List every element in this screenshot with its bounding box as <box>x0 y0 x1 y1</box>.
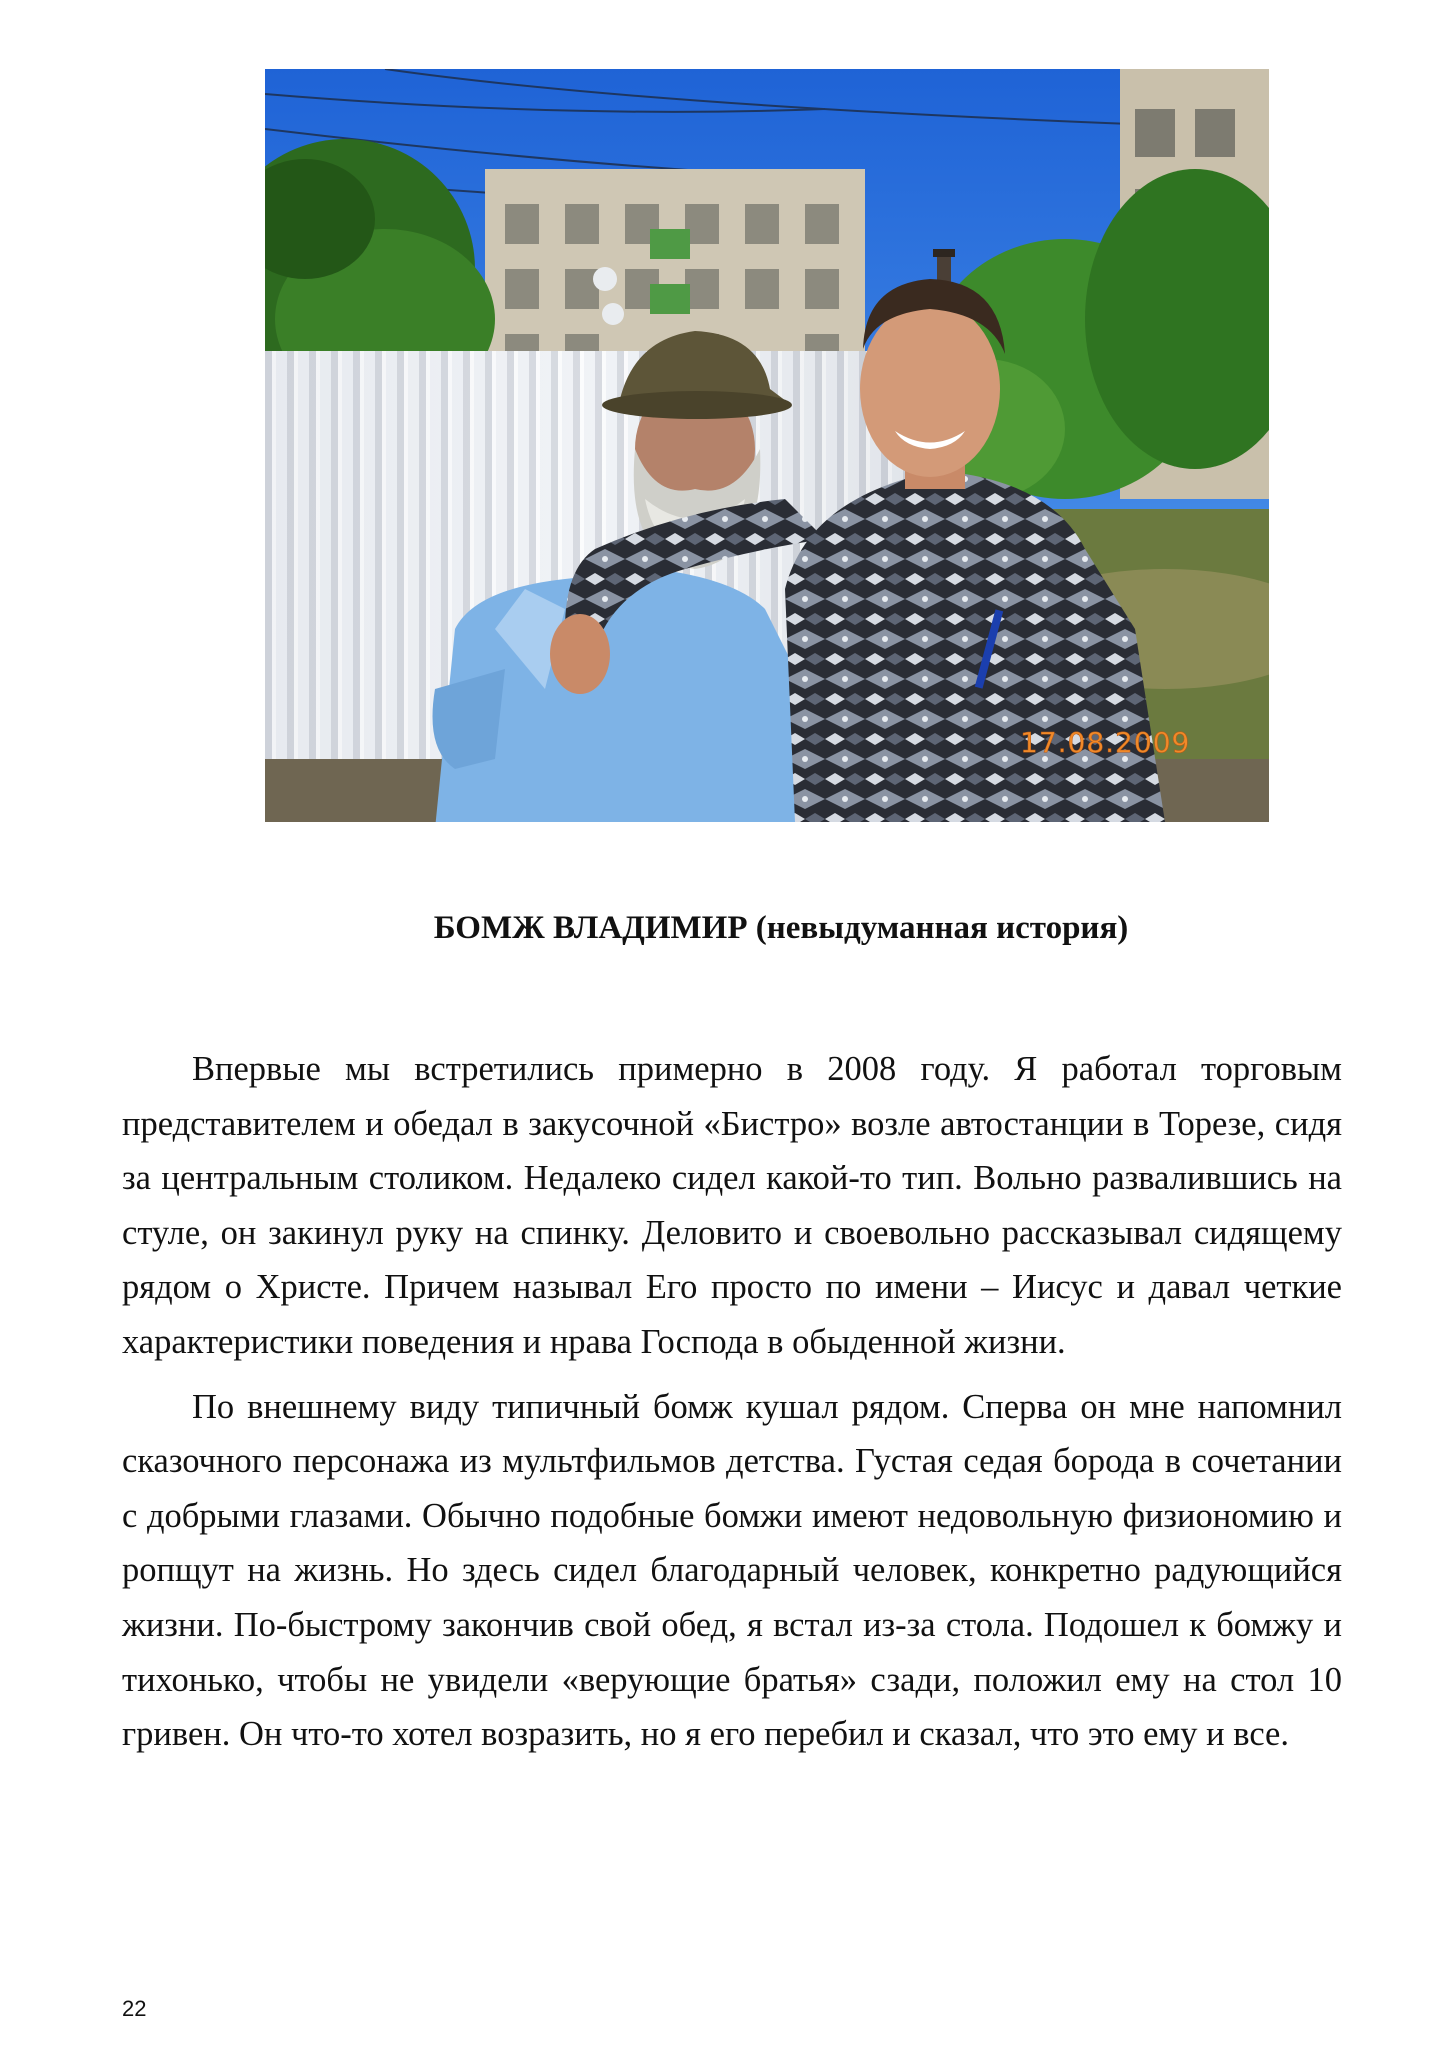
paragraph: Впервые мы встретились примерно в 2008 году. Я работал торговым представителем и обедал в закусочной «Бистро» возле автостанции в Торезе, сидя за центральным столиком. Недалеко сидел какой-то тип. Вольно развалившись на стуле, он закинул руку на спинку. Деловито и своевольно рассказывал сидящему рядом о Христе. Причем называл Его просто по имени – Иисус и давал четкие характеристики поведения и нрава Господа в обыденной жизни. <box>122 1050 1342 1361</box>
photo-two-men <box>265 69 1269 822</box>
photo-date-stamp: 17.08.2009 <box>1020 726 1191 759</box>
page-number: 22 <box>122 1996 147 2021</box>
story-text <box>122 1042 1342 1772</box>
page-title: БОМЖ ВЛАДИМИР (невыдуманная история) <box>433 910 1129 946</box>
paragraph: По внешнему виду типичный бомж кушал рядом. Сперва он мне напомнил сказочного персонажа из мультфильмов детства. Густая седая борода в сочетании с добрыми глазами. Обычно подобные бомжи имеют недовольную физиономию и ропщут на жизнь. Но здесь сидел благодарный человек, конкретно радующийся жизни. По-быстрому закончив свой обед, я встал из-за стола. Подошел к бомжу и тихонько, чтобы не увидели «верующие братья» сзади, положил ему на стол 10 гривен. Он что-то хотел возразить, но я его перебил и сказал, что это ему и все. <box>122 1387 1342 1754</box>
